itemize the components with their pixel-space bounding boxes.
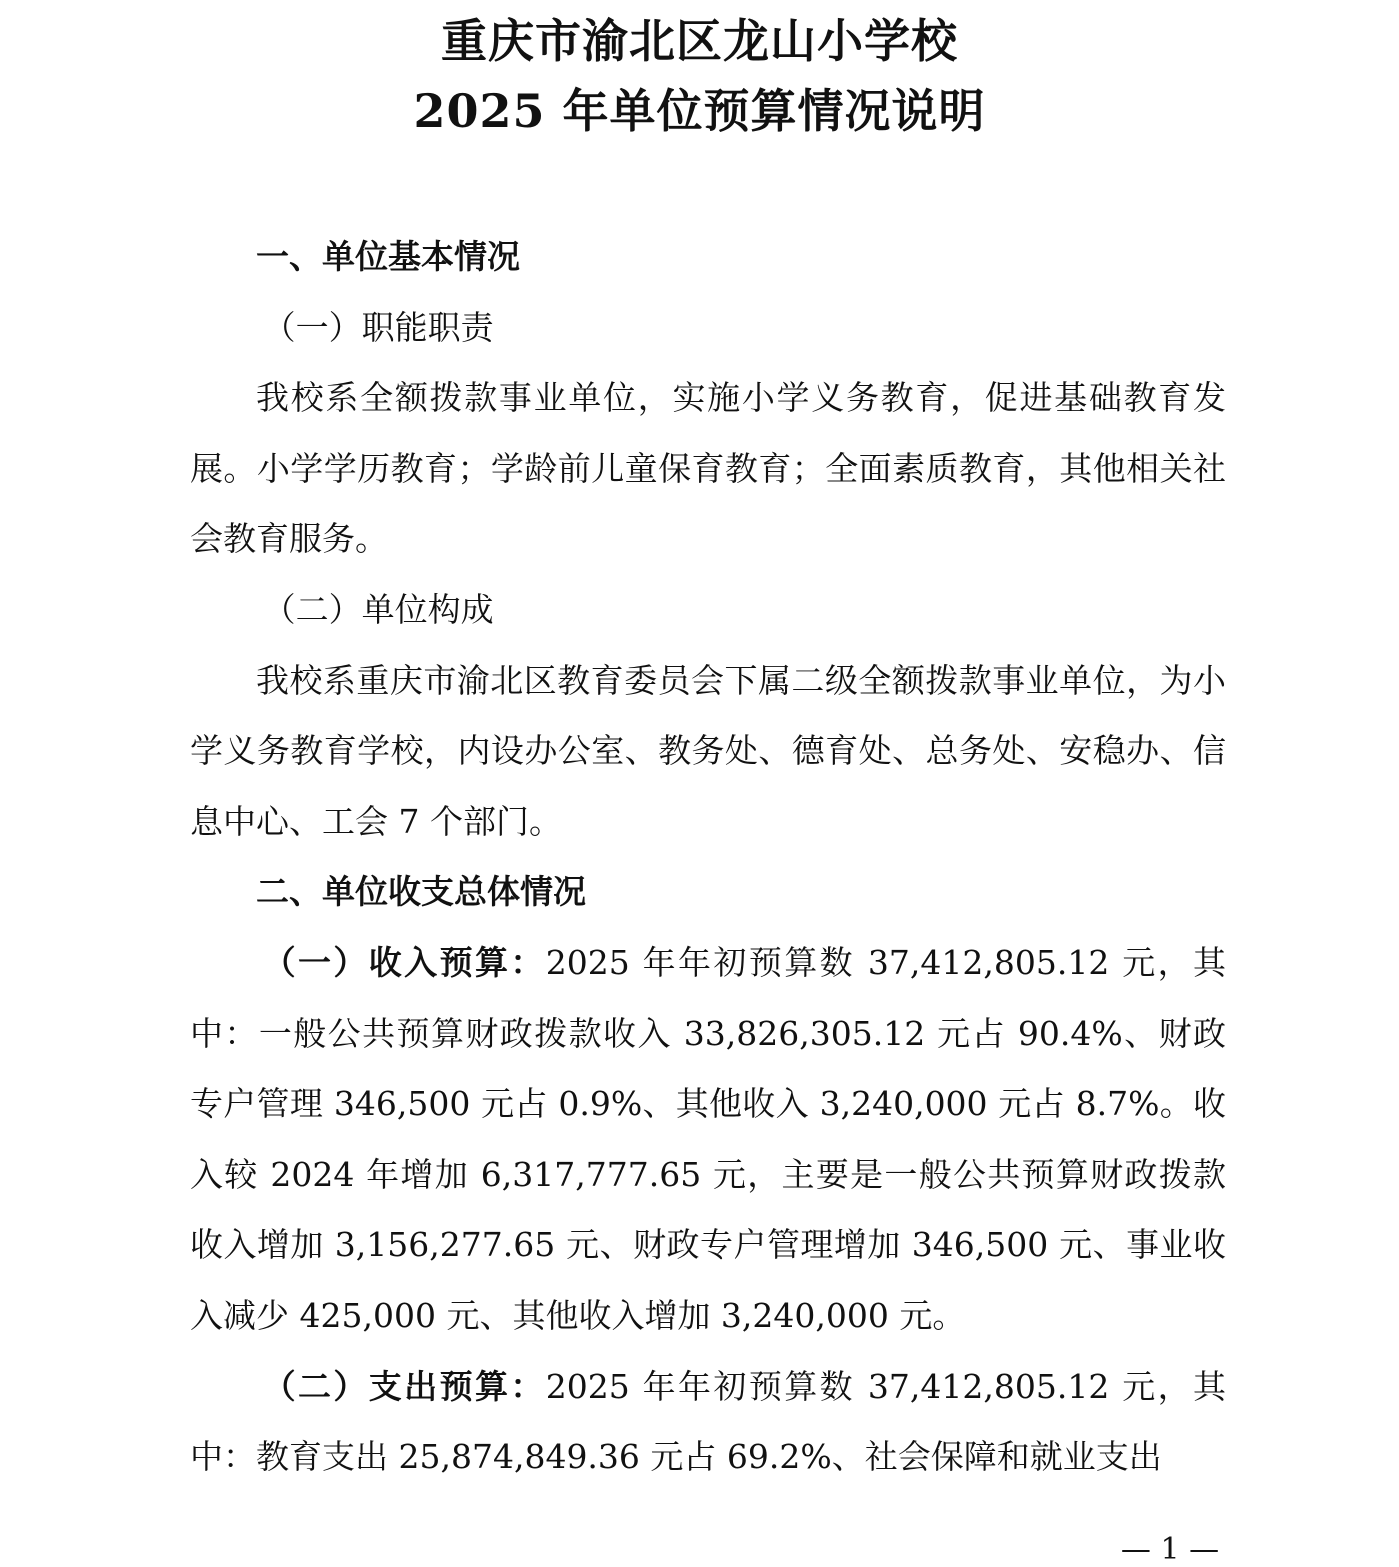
section1-sub2-heading: （二）单位构成	[262, 589, 494, 629]
section1-heading: 一、单位基本情况	[256, 237, 520, 276]
document-title-line1: 重庆市渝北区龙山小学校	[441, 14, 958, 68]
section2-heading: 二、单位收支总体情况	[256, 872, 586, 912]
expense-budget-lead: （二）支出预算：	[262, 1366, 546, 1406]
expense-budget-text: 2025 年年初预算数 37,412,805.12 元，其中：教育支出 25,874,849.36 元占 69.2%、社会保障和就业支出	[190, 1366, 1226, 1477]
income-budget-text: 2025 年年初预算数 37,412,805.12 元，其中：一般公共预算财政拨款收入 33,826,305.12 元占 90.4%、财政专户管理 346,500 元占 0.9%、其他收入 3,240,000 元占 8.7%。收入较 2024 年增加 6,317,777.65 元，主要是一般公共预算财政拨款收入增加 3,156,277.65 元、财政专户管理增加 346,500 元、事业收入减少 425,000 元、其他收入增加 3,240,000 元。	[190, 942, 1226, 1335]
income-budget-lead: （一）收入预算：	[262, 942, 546, 982]
section1-sub2-paragraph: 我校系重庆市渝北区教育委员会下属二级全额拨款事业单位，为小学义务教育学校，内设办公室、教务处、德育处、总务处、安稳办、信息中心、工会 7 个部门。	[190, 660, 1226, 841]
document-title-line2: 2025 年单位预算情况说明	[413, 84, 986, 138]
section1-sub1-paragraph: 我校系全额拨款事业单位，实施小学义务教育，促进基础教育发展。小学学历教育；学龄前儿童保育教育；全面素质教育，其他相关社会教育服务。	[190, 378, 1226, 559]
section2-sub1-paragraph	[190, 928, 1226, 1352]
section2-sub2-paragraph	[190, 1352, 1226, 1493]
page-number: — 1 —	[1120, 1532, 1220, 1567]
document-body	[190, 222, 1226, 1493]
section1-sub1-heading: （一）职能职责	[262, 307, 494, 347]
